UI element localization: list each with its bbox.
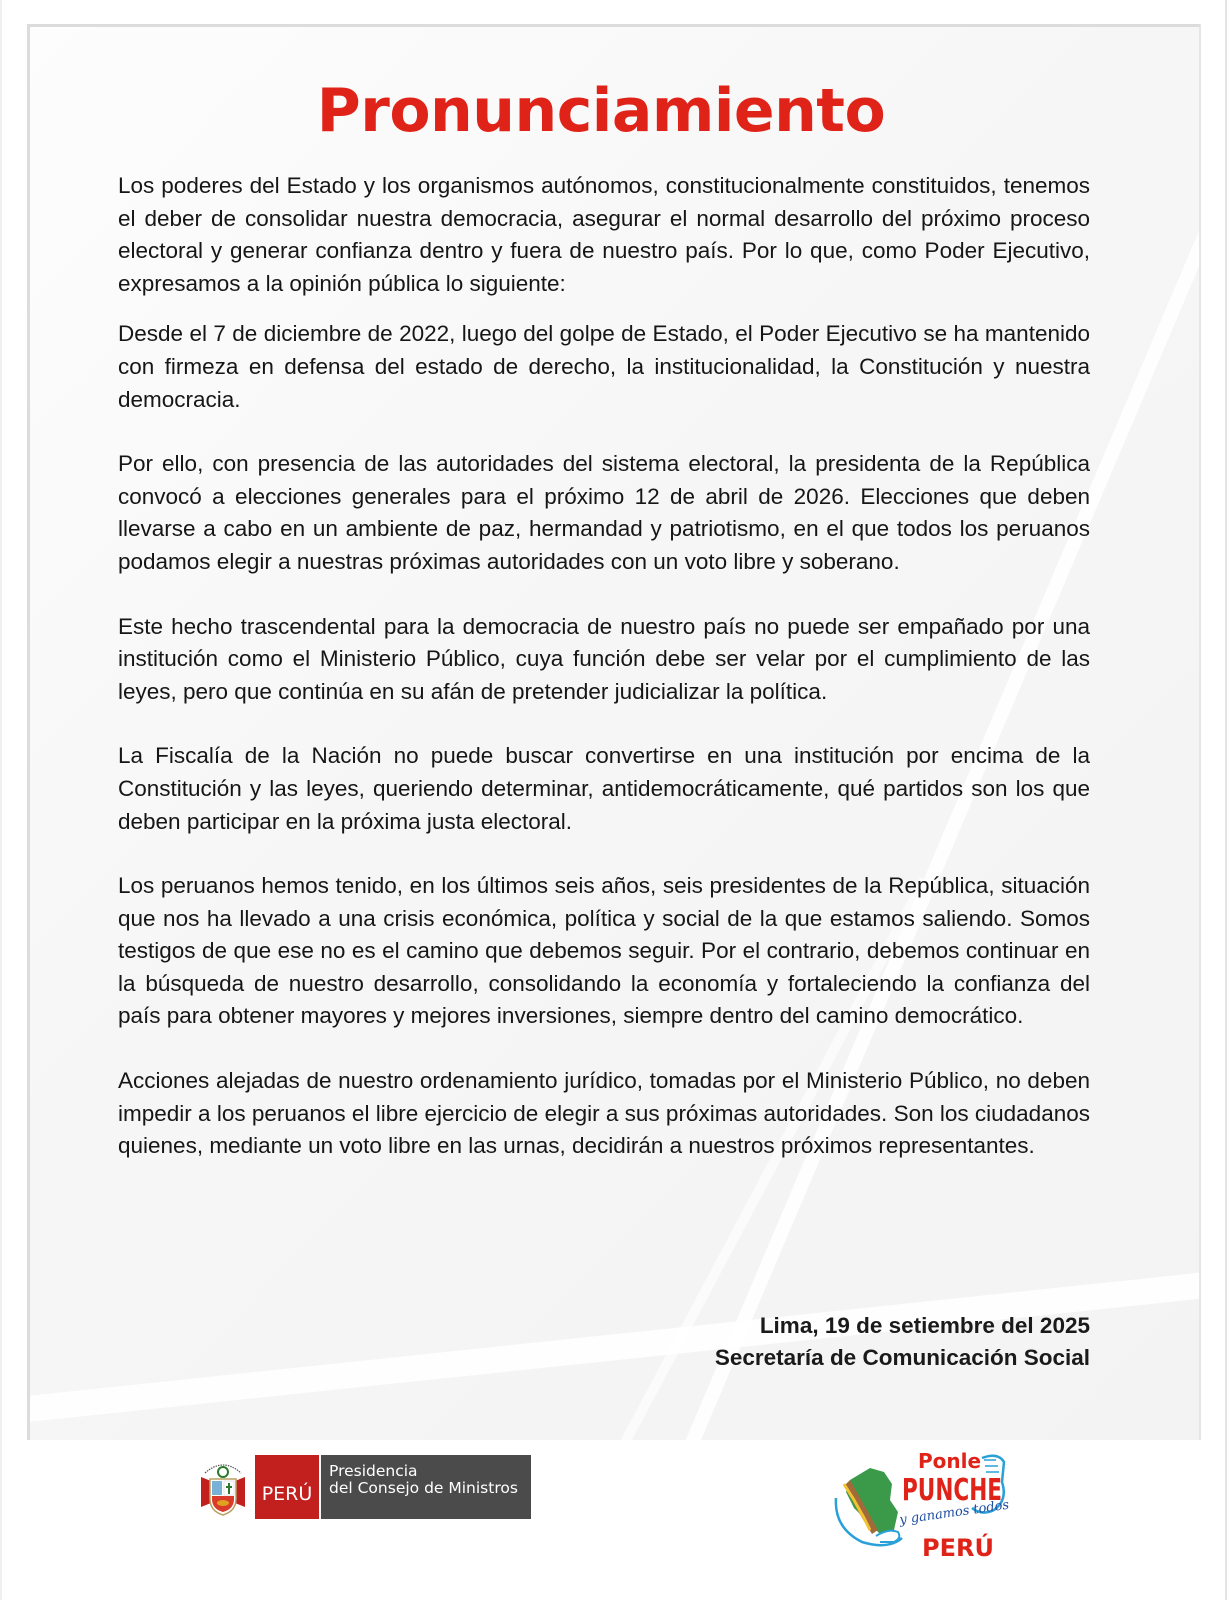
ponle-punche-logo xyxy=(832,1438,1012,1568)
coat-of-arms-icon xyxy=(197,1455,249,1519)
pcm-label-box xyxy=(319,1455,531,1519)
paragraph: La Fiscalía de la Nación no puede buscar convertirse en una institución por encima de la Constitución y las leyes, queriendo determinar, antidemocráticamente, qué partidos son los que deben participar en la próxima justa electoral. xyxy=(118,743,1090,834)
paragraph: Por ello, con presencia de las autoridades del sistema electoral, la presidenta de la República convocó a elecciones generales para el próximo 12 de abril de 2026. Elecciones que deben llevarse a cabo en un ambiente de paz, hermandad y patriotismo, en el que todos los peruanos podamos elegir a nuestras próximas autoridades con un voto libre y soberano. xyxy=(118,451,1090,574)
campaign-line-ganamos: y ganamos todos xyxy=(898,1497,1010,1528)
campaign-line-peru: PERÚ xyxy=(922,1534,994,1562)
campaign-line-ponle: Ponle xyxy=(918,1449,982,1473)
peru-map-icon xyxy=(836,1468,902,1545)
signature-block xyxy=(715,1310,1090,1374)
peru-label-box xyxy=(255,1455,319,1519)
signature-office: Secretaría de Comunicación Social xyxy=(714,1345,1090,1370)
paragraph: Los peruanos hemos tenido, en los últimos seis años, seis presidentes de la República, situación que nos ha llevado a una crisis económica, política y social de la que estamos saliendo. Somos testigos de que ese no es el camino que debemos seguir. Por el contrario, debemos continuar en la búsqueda de nuestro desarrollo, consolidando la economía y fortaleciendo la confianza del país para obtener mayores y mejores inversiones, siempre dentro del camino democrático. xyxy=(118,873,1090,1029)
paragraph-intro: Los poderes del Estado y los organismos autónomos, constitucionalmente constituidos, tenemos el deber de consolidar nuestra democracia, asegurar el normal desarrollo del próximo proceso electoral y generar confianza dentro y fuera de nuestro país. Por lo que, como Poder Ejecutivo, expresamos a la opinión pública lo siguiente: xyxy=(118,173,1090,296)
page-right-edge xyxy=(1225,0,1227,1600)
page-left-edge xyxy=(0,0,2,1600)
signature-place-date: Lima, 19 de setiembre del 2025 xyxy=(759,1313,1090,1338)
document-title: Pronunciamiento xyxy=(316,76,886,146)
paragraph: Desde el 7 de diciembre de 2022, luego del golpe de Estado, el Poder Ejecutivo se ha mantenido con firmeza en defensa del estado de derecho, la institucionalidad, la Constitución y nuestra democracia. xyxy=(118,321,1090,412)
paragraph: Acciones alejadas de nuestro ordenamiento jurídico, tomadas por el Ministerio Público, no deben impedir a los peruanos el libre ejercicio de elegir a sus próximas autoridades. Son los ciudadanos quienes, mediante un voto libre en las urnas, decidirán a nuestros próximos representantes. xyxy=(118,1068,1090,1159)
campaign-line-punche: PUNCHE xyxy=(902,1473,1002,1508)
document-body xyxy=(118,170,1090,1163)
pcm-logo xyxy=(197,1455,531,1519)
peru-label: PERÚ xyxy=(261,1483,313,1505)
pcm-line-1: Presidencia xyxy=(329,1462,418,1480)
paragraph: Este hecho trascendental para la democracia de nuestro país no puede ser empañado por una institución como el Ministerio Público, cuya función debe ser velar por el cumplimiento de las leyes, pero que continúa en su afán de pretender judicializar la política. xyxy=(118,613,1090,704)
pcm-line-2: del Consejo de Ministros xyxy=(329,1479,518,1497)
